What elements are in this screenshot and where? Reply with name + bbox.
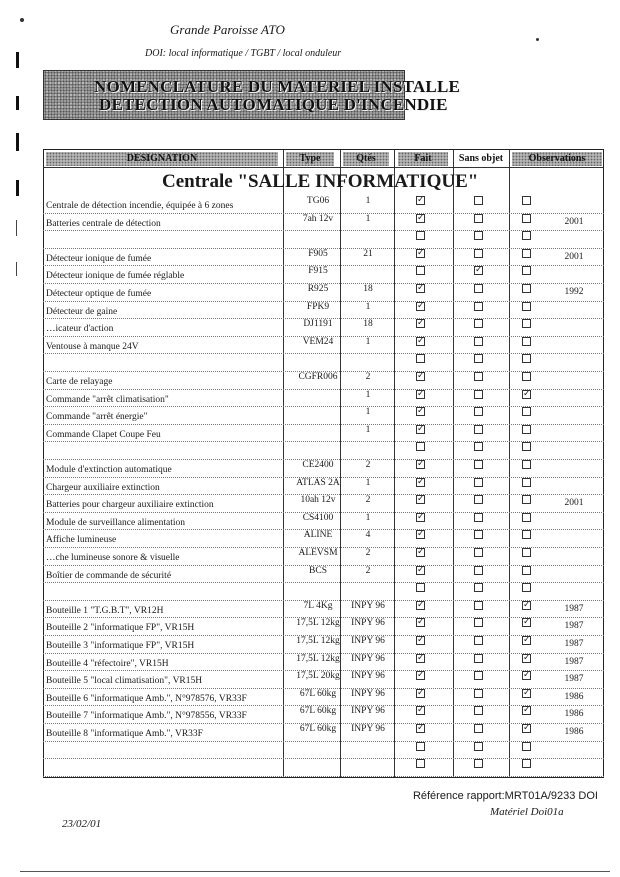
fait-checkbox[interactable] [416,689,425,698]
cell-type: 17,5L 20kg [296,671,340,682]
sans-objet-checkbox[interactable] [474,689,483,698]
observation-checkbox[interactable] [522,478,531,487]
fait-checkbox[interactable] [416,302,425,311]
cell-qte: 1 [365,512,371,523]
cell-type: 17,5L 12kg [296,636,340,646]
cell-qte: INPY 96 [351,724,385,734]
sans-objet-checkbox[interactable] [474,390,483,399]
sans-objet-checkbox[interactable] [474,513,483,522]
cell-qte: 1 [365,196,371,206]
sans-objet-checkbox[interactable] [474,654,483,663]
cell-designation: Bouteille 2 "informatique FP", VR15H [46,623,195,634]
observation-checkbox[interactable] [522,337,531,346]
fait-checkbox[interactable] [416,618,425,627]
sans-objet-checkbox[interactable] [474,618,483,627]
table-row [43,424,604,425]
sans-objet-checkbox[interactable] [474,214,483,223]
cell-designation: Batteries centrale de détection [46,218,161,229]
scan-mark [16,96,19,110]
observation-checkbox[interactable] [522,214,531,223]
observation-checkbox[interactable] [522,583,531,592]
banner-title-line-2: DETECTION AUTOMATIQUE D'INCENDIE [99,95,448,114]
scan-mark [16,52,19,68]
sans-objet-checkbox[interactable] [474,442,483,451]
cell-designation: Détecteur de gaine [46,306,118,317]
sans-objet-checkbox[interactable] [474,337,483,346]
observation-checkbox[interactable] [522,266,531,275]
fait-checkbox[interactable] [416,390,425,399]
sans-objet-checkbox[interactable] [474,548,483,557]
cell-designation: Bouteille 1 "T.G.B.T", VR12H [46,605,164,616]
cell-qte: 2 [365,565,371,576]
observation-checkbox[interactable] [522,513,531,522]
fait-checkbox[interactable] [416,249,425,258]
cell-qte: 1 [365,301,371,312]
fait-checkbox[interactable] [416,513,425,522]
observation-checkbox[interactable] [522,548,531,557]
report-reference: Référence rapport:MRT01A/9233 DOI [412,790,598,802]
cell-qte: INPY 96 [351,636,385,646]
fait-checkbox[interactable] [416,372,425,381]
cell-type: 67L 60kg [299,724,337,734]
fait-checkbox[interactable] [416,231,425,240]
observation-checkbox[interactable] [522,566,531,575]
cell-observation: 1986 [564,709,584,720]
cell-qte: 1 [365,213,371,224]
cell-type: ATLAS 2A [296,477,340,488]
fait-checkbox[interactable] [416,337,425,346]
cell-observation: 1987 [564,621,584,632]
scan-mark [16,180,19,196]
table-row [43,389,604,390]
cell-designation: Chargeur auxiliaire extinction [46,482,160,493]
sans-objet-checkbox[interactable] [474,706,483,715]
observation-checkbox[interactable] [522,284,531,293]
scan-mark [16,133,19,151]
observation-checkbox[interactable] [522,530,531,539]
cell-designation: Module de surveillance alimentation [46,517,186,528]
sans-objet-checkbox[interactable] [474,425,483,434]
cell-qte: 1 [365,389,371,400]
observation-checkbox[interactable] [522,302,531,311]
cell-designation: Bouteille 4 "réfectoire", VR15H [46,658,169,669]
sans-objet-checkbox[interactable] [474,319,483,328]
cell-designation: Batteries pour chargeur auxiliaire extinction [46,500,214,511]
observation-checkbox[interactable] [522,249,531,258]
observation-checkbox[interactable] [522,671,531,680]
observation-checkbox[interactable] [522,742,531,751]
observation-checkbox[interactable] [522,442,531,451]
cell-type: 17,5L 12kg [296,618,340,629]
cell-type: 7L 4Kg [303,600,333,611]
column-divider [283,150,284,777]
fait-checkbox[interactable] [416,284,425,293]
section-title: Centrale "SALLE INFORMATIQUE" [162,171,479,192]
table-row [43,741,604,742]
cell-observation: 1986 [564,691,584,702]
cell-designation: Bouteille 6 "informatique Amb.", N°978576, VR33F [46,693,247,704]
cell-designation: Bouteille 3 "informatique FP", VR15H [46,641,195,651]
cell-observation: 1987 [564,639,584,649]
table-row [43,406,604,407]
banner-title-line-1: NOMENCLATURE DU MATERIEL INSTALLE [94,77,461,96]
fait-checkbox[interactable] [416,566,425,575]
sans-objet-checkbox[interactable] [474,671,483,680]
cell-observation: 2001 [564,216,584,227]
cell-observation: 2001 [564,498,584,509]
cell-type: F915 [308,266,328,277]
col-header-qtes: Qtés [343,152,389,166]
observation-checkbox[interactable] [522,390,531,399]
observation-checkbox[interactable] [522,495,531,504]
header-divider [43,167,604,168]
cell-type: ALEVSM [298,548,338,558]
cell-qte: 18 [363,319,373,330]
fait-checkbox[interactable] [416,742,425,751]
fait-checkbox[interactable] [416,442,425,451]
table-row [43,441,604,442]
cell-type: DJ1191 [303,319,333,330]
cell-qte: 2 [365,548,371,558]
sans-objet-checkbox[interactable] [474,231,483,240]
sans-objet-checkbox[interactable] [474,742,483,751]
observation-checkbox[interactable] [522,636,531,645]
cell-qte: INPY 96 [351,618,385,629]
cell-qte: 18 [363,284,373,294]
cell-designation: Détecteur optique de fumée [46,289,152,299]
fait-checkbox[interactable] [416,601,425,610]
sans-objet-checkbox[interactable] [474,636,483,645]
column-divider [394,150,395,777]
col-header-fait: Fait [398,152,448,166]
cell-qte: 2 [365,372,371,382]
cell-designation: Affiche lumineuse [46,535,117,546]
cell-designation: …icateur d'action [46,324,114,335]
sans-objet-checkbox[interactable] [474,724,483,733]
cell-qte: INPY 96 [351,600,385,611]
title-banner [43,70,461,120]
observation-checkbox[interactable] [522,759,531,768]
cell-designation: …che lumineuse sonore & visuelle [46,553,180,563]
page-bottom-rule [20,871,610,872]
observation-checkbox[interactable] [522,460,531,469]
cell-designation: Module d'extinction automatique [46,465,172,475]
sans-objet-checkbox[interactable] [474,302,483,311]
cell-designation: Bouteille 7 "informatique Amb.", N°978556, VR33F [46,711,247,722]
cell-observation: 2001 [564,251,584,262]
observation-checkbox[interactable] [522,618,531,627]
fait-checkbox[interactable] [416,214,425,223]
sans-objet-checkbox[interactable] [474,495,483,504]
cell-type: CS4100 [302,512,334,523]
cell-designation: Boîtier de commande de sécurité [46,570,172,581]
cell-type: VEM24 [302,336,334,347]
sans-objet-checkbox[interactable] [474,407,483,416]
scan-speck [20,18,24,22]
cell-qte: INPY 96 [351,706,385,717]
cell-qte: 2 [365,460,371,470]
cell-type: CE2400 [302,460,334,470]
cell-qte: INPY 96 [351,688,385,699]
cell-designation: Commande Clapet Coupe Feu [46,429,161,440]
observation-checkbox[interactable] [522,601,531,610]
sans-objet-checkbox[interactable] [474,266,483,275]
fait-checkbox[interactable] [416,354,425,363]
cell-type: FPK9 [306,301,330,312]
cell-qte: 4 [365,530,371,541]
fait-checkbox[interactable] [416,530,425,539]
cell-designation: Bouteille 8 "informatique Amb.", VR33F [46,729,203,739]
fait-checkbox[interactable] [416,671,425,680]
col-header-designation: DESIGNATION [46,152,278,166]
table-row [43,353,604,354]
company-name: Grande Paroisse ATO [170,22,285,37]
cell-observation: 1987 [564,603,584,614]
cell-qte: 1 [365,336,371,347]
observation-checkbox[interactable] [522,196,531,205]
table-row [43,582,604,583]
observation-checkbox[interactable] [522,425,531,434]
cell-observation: 1987 [564,656,584,667]
cell-qte: 2 [365,495,371,506]
cell-designation: Ventouse à manque 24V [46,341,139,352]
observation-checkbox[interactable] [522,724,531,733]
cell-qte: 21 [363,248,373,259]
sans-objet-checkbox[interactable] [474,759,483,768]
cell-observation: 1987 [564,674,584,685]
materiel-label: Matériel Doi01a [490,806,564,818]
cell-qte: 1 [365,477,371,488]
cell-type: ALINE [303,530,333,541]
cell-qte: 1 [365,424,371,435]
cell-type: 67L 60kg [299,688,337,699]
fait-checkbox[interactable] [416,495,425,504]
cell-type: 17,5L 12kg [296,653,340,664]
cell-type: BCS [309,565,327,576]
observation-checkbox[interactable] [522,407,531,416]
fait-checkbox[interactable] [416,460,425,469]
sans-objet-checkbox[interactable] [474,583,483,592]
cell-type: 7ah 12v [302,213,334,224]
cell-qte: 1 [365,407,371,418]
cell-designation: Détecteur ionique de fumée réglable [46,271,185,282]
sans-objet-checkbox[interactable] [474,372,483,381]
document-date: 23/02/01 [62,818,102,830]
col-header-type: Type [286,152,334,166]
sans-objet-checkbox[interactable] [474,196,483,205]
sans-objet-checkbox[interactable] [474,530,483,539]
fait-checkbox[interactable] [416,636,425,645]
observation-checkbox[interactable] [522,706,531,715]
fait-checkbox[interactable] [416,319,425,328]
cell-type: R925 [307,284,329,294]
scan-speck [536,38,539,41]
sans-objet-checkbox[interactable] [474,601,483,610]
cell-type: 10ah 12v [300,495,336,506]
cell-designation: Commande "arrêt climatisation" [46,394,169,405]
fait-checkbox[interactable] [416,196,425,205]
col-header-sans-objet: Sans objet [456,152,506,166]
cell-designation: Centrale de détection incendie, équipée à 6 zones [46,201,234,211]
cell-observation: 1986 [564,727,584,737]
cell-designation: Bouteille 5 "local climatisation", VR15H [46,676,203,687]
fait-checkbox[interactable] [416,654,425,663]
cell-type: 67L 60kg [299,706,337,717]
cell-designation: Détecteur ionique de fumée [46,253,152,264]
doi-subtitle: DOI: local informatique / TGBT / local onduleur [145,48,342,59]
fait-checkbox[interactable] [416,724,425,733]
observation-checkbox[interactable] [522,319,531,328]
cell-type: F905 [308,248,328,259]
table-row [43,776,604,777]
fait-checkbox[interactable] [416,759,425,768]
col-header-observations: Observations [512,152,602,166]
observation-checkbox[interactable] [522,372,531,381]
cell-qte: INPY 96 [351,653,385,664]
sans-objet-checkbox[interactable] [474,284,483,293]
fait-checkbox[interactable] [416,425,425,434]
fait-checkbox[interactable] [416,478,425,487]
observation-checkbox[interactable] [522,354,531,363]
scan-mark [16,220,17,236]
observation-checkbox[interactable] [522,231,531,240]
sans-objet-checkbox[interactable] [474,566,483,575]
cell-type: TG06 [306,196,330,206]
observation-checkbox[interactable] [522,689,531,698]
cell-type: CGFR006 [298,372,338,382]
cell-designation: Carte de relayage [46,377,113,387]
fait-checkbox[interactable] [416,583,425,592]
cell-designation: Commande "arrêt énergie" [46,412,148,423]
sans-objet-checkbox[interactable] [474,478,483,487]
sans-objet-checkbox[interactable] [474,249,483,258]
sans-objet-checkbox[interactable] [474,354,483,363]
fait-checkbox[interactable] [416,548,425,557]
sans-objet-checkbox[interactable] [474,460,483,469]
fait-checkbox[interactable] [416,407,425,416]
observation-checkbox[interactable] [522,654,531,663]
fait-checkbox[interactable] [416,706,425,715]
table-row [43,230,604,231]
cell-qte: INPY 96 [351,671,385,682]
table-row [43,758,604,759]
fait-checkbox[interactable] [416,266,425,275]
cell-observation: 1992 [564,287,584,297]
column-divider [453,150,454,777]
column-divider [509,150,510,777]
scan-mark [16,262,17,276]
